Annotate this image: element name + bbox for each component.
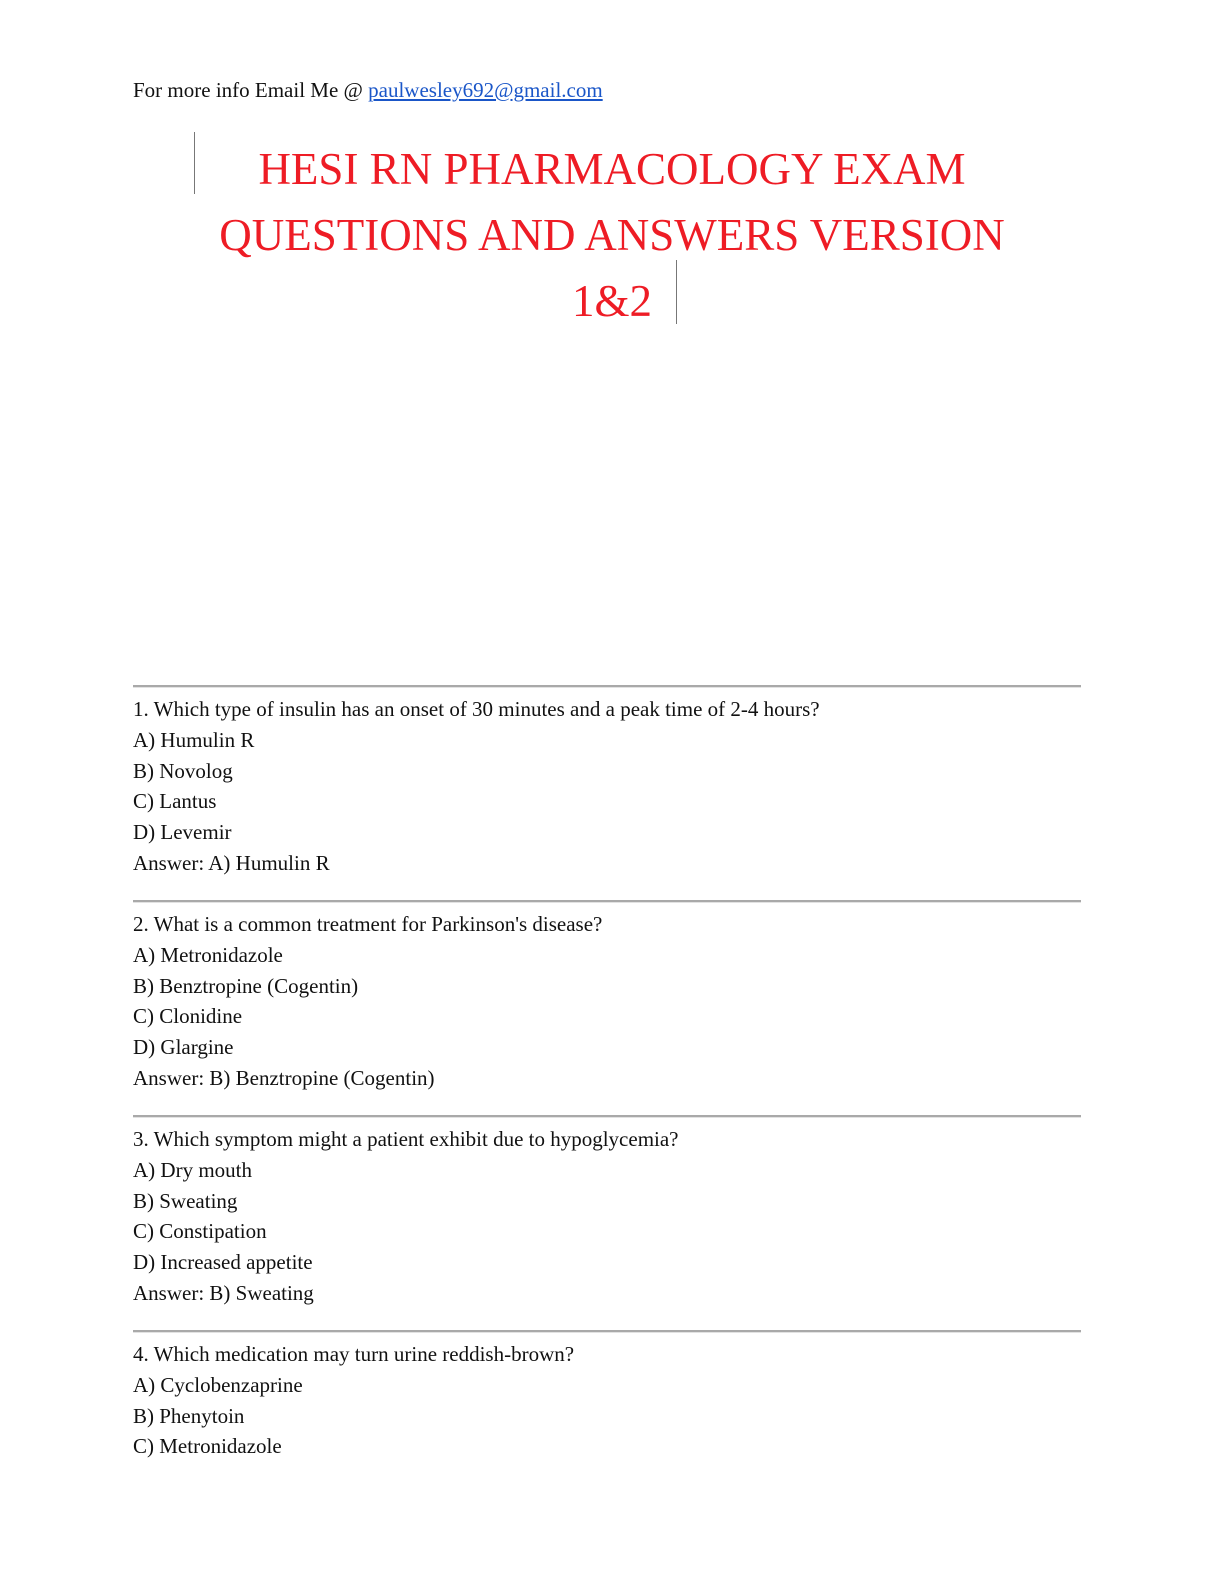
answer-option: B) Novolog <box>133 758 233 783</box>
question-divider <box>133 1115 1081 1118</box>
question-text: 3. Which symptom might a patient exhibit due to hypoglycemia? <box>133 1127 679 1151</box>
answer-option: D) Levemir <box>133 820 232 845</box>
question-text: 1. Which type of insulin has an onset of 30 minutes and a peak time of 2-4 hours? <box>133 697 820 721</box>
question-divider <box>133 685 1081 688</box>
answer-option: B) Phenytoin <box>133 1403 245 1428</box>
question-block <box>133 1124 1081 1309</box>
answer-option: A) Humulin R <box>133 727 255 752</box>
email-link[interactable]: paulwesley692@gmail.com <box>368 78 603 102</box>
answer-option: A) Metronidazole <box>133 942 283 967</box>
title-line-3: 1&2 <box>571 276 652 326</box>
document-title <box>120 136 1104 334</box>
correct-answer: Answer: B) Sweating <box>133 1280 314 1305</box>
answer-option: A) Cyclobenzaprine <box>133 1372 303 1397</box>
question-divider <box>133 1330 1081 1333</box>
question-block <box>133 1339 1081 1462</box>
answer-option: D) Glargine <box>133 1035 234 1060</box>
correct-answer: Answer: A) Humulin R <box>133 850 330 875</box>
question-text: 2. What is a common treatment for Parkinson's disease? <box>133 912 603 936</box>
question-block <box>133 694 1081 879</box>
title-line-1: HESI RN PHARMACOLOGY EXAM <box>258 144 966 194</box>
answer-option: C) Constipation <box>133 1219 267 1244</box>
question-text: 4. Which medication may turn urine reddish-brown? <box>133 1342 575 1366</box>
answer-option: A) Dry mouth <box>133 1157 252 1182</box>
correct-answer: Answer: B) Benztropine (Cogentin) <box>133 1065 435 1090</box>
answer-option: C) Metronidazole <box>133 1434 282 1459</box>
question-divider <box>133 900 1081 903</box>
title-line-2: QUESTIONS AND ANSWERS VERSION <box>219 210 1005 260</box>
answer-option: B) Sweating <box>133 1188 238 1213</box>
text-cursor-mark <box>194 132 195 194</box>
answer-option: B) Benztropine (Cogentin) <box>133 973 359 998</box>
answer-option: C) Lantus <box>133 789 217 814</box>
answer-option: C) Clonidine <box>133 1004 243 1029</box>
contact-line <box>133 76 603 104</box>
answer-option: D) Increased appetite <box>133 1250 313 1275</box>
question-block <box>133 909 1081 1094</box>
contact-prefix: For more info Email Me @ <box>133 78 369 102</box>
text-cursor-mark <box>676 260 677 324</box>
